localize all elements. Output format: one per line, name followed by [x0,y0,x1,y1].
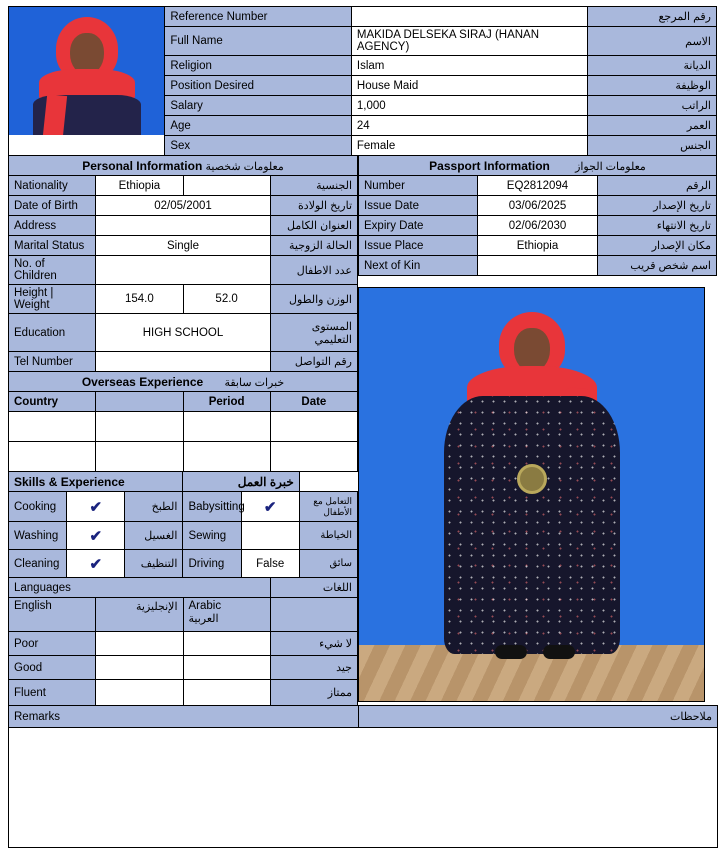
field-value-sex: Female [351,136,587,156]
field-value-address [96,216,271,236]
language-level-ar-fluent: ممتاز [270,680,357,706]
language-header-spacer [270,598,357,632]
overseas-experience-title-ar: خبرات سابقة [224,376,285,389]
field-label-ar-sex: الجنس [587,136,716,156]
table-row [9,412,358,442]
overseas-experience-table [8,371,358,472]
field-label-ar-marital-status: الحالة الزوجية [270,236,357,256]
field-value-passport-number: EQ2812094 [478,176,597,196]
skill-label-ar-washing: الغسيل [125,522,183,550]
skill-value-sewing [241,522,299,550]
field-label-ar-height-weight: الوزن والطول [270,285,357,314]
cv-top-table [8,6,717,156]
field-label-nationality: Nationality [9,176,96,196]
applicant-photo-thumbnail [9,7,165,156]
overseas-column-period-a [96,392,183,412]
overseas-cell-country-1 [9,412,96,442]
passport-information-title-ar: معلومات الجواز [575,160,646,173]
field-label-ar-address: العنوان الكامل [270,216,357,236]
skills-header-en [9,472,183,492]
field-value-no-of-children [96,256,271,285]
field-label-expiry-date: Expiry Date [359,216,478,236]
field-label-position-desired: Position Desired [165,76,352,96]
overseas-cell-period-a-2 [96,442,183,472]
field-label-reference-number: Reference Number [165,7,352,27]
personal-information-table [8,155,358,372]
languages-title-en: Languages [9,578,271,598]
skill-label-ar-sewing: الخياطة [299,522,357,550]
field-label-ar-full-name: الاسم [587,27,716,56]
field-label-next-of-kin: Next of Kin [359,256,478,276]
field-value-date-of-birth: 02/05/2001 [96,196,271,216]
passport-information-header [359,156,717,176]
passport-information-title-en: Passport Information [429,158,550,173]
language-level-good: Good [9,656,96,680]
field-label-ar-no-of-children: عدد الاطفال [270,256,357,285]
skill-label-driving: Driving [183,550,241,578]
table-row [9,492,358,522]
overseas-cell-date-2 [270,442,357,472]
field-label-passport-number: Number [359,176,478,196]
field-value-position-desired: House Maid [351,76,587,96]
language-label-ar-english: الإنجليزية [96,598,183,632]
field-label-ar-passport-number: الرقم [597,176,716,196]
field-label-age: Age [165,116,352,136]
language-good-english [96,656,183,680]
overseas-cell-period-b-1 [183,412,270,442]
field-label-sex: Sex [165,136,352,156]
skill-label-cleaning: Cleaning [9,550,67,578]
field-label-ar-religion: الديانة [587,56,716,76]
languages-title-ar: اللغات [270,578,357,598]
field-value-marital-status: Single [96,236,271,256]
field-label-ar-issue-date: تاريخ الإصدار [597,196,716,216]
overseas-experience-header [9,372,358,392]
remarks-label-ar: ملاحظات [359,706,718,728]
skill-value-driving: False [241,550,299,578]
field-label-issue-place: Issue Place [359,236,478,256]
table-row [9,656,358,680]
language-level-ar-poor: لا شيء [270,632,357,656]
overseas-column-country: Country [9,392,96,412]
field-value-issue-place: Ethiopia [478,236,597,256]
field-label-ar-next-of-kin: اسم شخص قريب [597,256,716,276]
skills-title-en: Skills & Experience [14,474,125,489]
field-value-expiry-date: 02/06/2030 [478,216,597,236]
field-label-ar-tel-number: رقم التواصل [270,352,357,372]
overseas-column-period: Period [183,392,270,412]
language-label-arabic-ar: العربية [188,613,219,625]
photo-thumbnail-image [9,7,164,135]
table-row [9,522,358,550]
field-label-ar-date-of-birth: تاريخ الولادة [270,196,357,216]
field-label-ar-expiry-date: تاريخ الانتهاء [597,216,716,236]
field-value-issue-date: 03/06/2025 [478,196,597,216]
applicant-full-photo [358,287,705,702]
skill-label-ar-cleaning: التنظيف [125,550,183,578]
field-value-next-of-kin [478,256,597,276]
field-label-ar-issue-place: مكان الإصدار [597,236,716,256]
field-label-height-weight: Height | Weight [9,285,96,314]
field-label-ar-salary: الراتب [587,96,716,116]
skills-title-ar: خبرة العمل [237,474,294,489]
overseas-column-date: Date [270,392,357,412]
skill-value-babysitting: ✔ [241,492,299,522]
skill-label-washing: Washing [9,522,67,550]
skill-label-ar-cooking: الطبخ [125,492,183,522]
field-value-salary: 1,000 [351,96,587,116]
field-label-ar-nationality: الجنسية [270,176,357,196]
field-label-religion: Religion [165,56,352,76]
skill-value-cleaning: ✔ [67,550,125,578]
personal-information-title-ar: معلومات شخصية [205,160,284,173]
field-label-no-of-children: No. of Children [9,256,96,285]
field-label-education: Education [9,314,96,352]
language-label-arabic [183,598,270,632]
remarks-value [9,728,718,848]
skills-experience-table [8,471,358,578]
field-value-religion: Islam [351,56,587,76]
language-level-poor: Poor [9,632,96,656]
personal-information-title-en: Personal Information [82,158,203,173]
field-label-ar-education: المستوى التعليمي [270,314,357,352]
field-label-ar-age: العمر [587,116,716,136]
field-value-nationality: Ethiopia [96,176,183,196]
skill-label-ar-driving: سائق [299,550,357,578]
field-value-nationality-extra [183,176,270,196]
language-fluent-english [96,680,183,706]
field-label-tel-number: Tel Number [9,352,96,372]
skill-value-washing: ✔ [67,522,125,550]
language-label-arabic-en: Arabic [188,600,222,612]
field-value-education: HIGH SCHOOL [96,314,271,352]
table-row [9,680,358,706]
field-value-age: 24 [351,116,587,136]
field-label-ar-reference-number: رقم المرجع [587,7,716,27]
language-label-english: English [9,598,96,632]
field-label-ar-position-desired: الوظيفة [587,76,716,96]
field-label-full-name: Full Name [165,27,352,56]
language-level-ar-good: جيد [270,656,357,680]
language-fluent-arabic [183,680,270,706]
field-label-marital-status: Marital Status [9,236,96,256]
skill-label-sewing: Sewing [183,522,241,550]
overseas-experience-title-en: Overseas Experience [81,374,204,389]
language-poor-english [96,632,183,656]
field-label-address: Address [9,216,96,236]
remarks-table [8,705,718,848]
field-value-height: 154.0 [96,285,183,314]
field-label-salary: Salary [165,96,352,116]
field-label-issue-date: Issue Date [359,196,478,216]
field-label-date-of-birth: Date of Birth [9,196,96,216]
skill-label-cooking: Cooking [9,492,67,522]
table-row [9,442,358,472]
table-row [9,632,358,656]
skill-label-ar-babysitting: التعامل مع الأطفال [299,492,357,522]
remarks-label: Remarks [9,706,359,728]
field-value-weight: 52.0 [183,285,270,314]
field-value-reference-number [351,7,587,27]
skill-value-cooking: ✔ [67,492,125,522]
language-poor-arabic [183,632,270,656]
overseas-cell-period-b-2 [183,442,270,472]
overseas-cell-period-a-1 [96,412,183,442]
languages-table [8,577,358,706]
language-good-arabic [183,656,270,680]
skills-header-ar [183,472,299,492]
language-level-fluent: Fluent [9,680,96,706]
overseas-cell-date-1 [270,412,357,442]
field-value-tel-number [96,352,271,372]
table-row [9,550,358,578]
field-value-full-name: MAKIDA DELSEKA SIRAJ (HANAN AGENCY) [351,27,587,56]
overseas-cell-country-2 [9,442,96,472]
personal-information-header [9,156,358,176]
skill-label-babysitting: Babysitting [183,492,241,522]
